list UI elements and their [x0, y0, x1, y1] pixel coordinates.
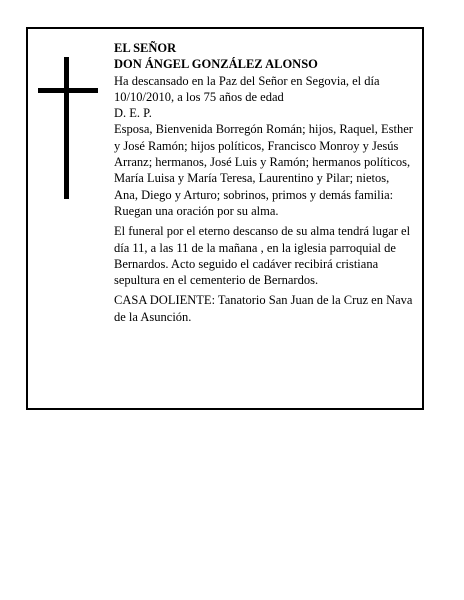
prayer-request: Ruegan una oración por su alma.	[114, 203, 279, 218]
obituary-notice	[26, 27, 424, 410]
notice-title: EL SEÑOR	[114, 41, 177, 55]
obituary-text	[114, 40, 414, 325]
cross-vertical-bar	[64, 57, 69, 199]
funeral-details: El funeral por el eterno descanso de su alma tendrá lugar el día 11, a las 11 de la mañana , en la iglesia parroquial de Bernardos. Acto seguido el cadáver recibirá cristiana sepultura en el cementerio de Bernardos.	[114, 224, 411, 288]
cross-horizontal-bar	[38, 88, 98, 93]
latin-cross-icon	[38, 57, 98, 199]
dep-line: D. E. P.	[114, 106, 152, 121]
deceased-name: DON ÁNGEL GONZÁLEZ ALONSO	[114, 57, 318, 72]
death-announcement: Ha descansado en la Paz del Señor en Segovia, el día 10/10/2010, a los 75 años de edad	[114, 73, 380, 104]
family-list: Esposa, Bienvenida Borregón Román; hijos, Raquel, Esther y José Ramón; hijos políticos, Francisco Monroy y Jesús Arranz; hermanos, José Luis y Ramón; hermanos políticos, María Luisa y María Teresa, Laurentino y Pilar; nietos, Ana, Diego y Arturo; sobrinos, primos y demás familia:	[114, 122, 413, 202]
mourning-house: CASA DOLIENTE: Tanatorio San Juan de la Cruz en Nava de la Asunción.	[114, 293, 413, 324]
